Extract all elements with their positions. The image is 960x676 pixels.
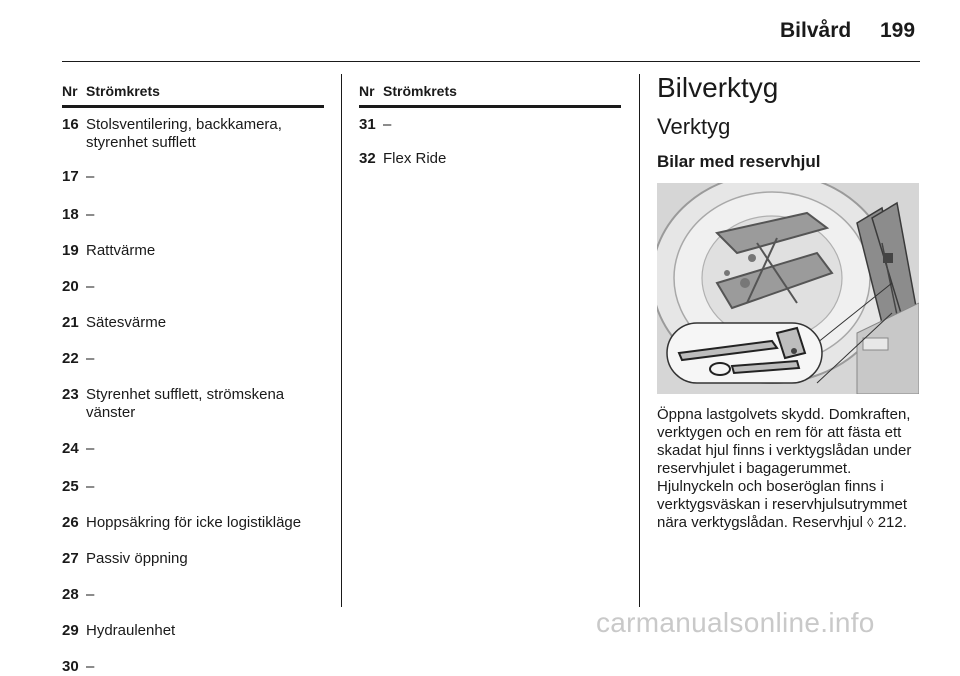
row-number: 24 — [62, 440, 79, 457]
row-circuit: Sätesvärme — [86, 314, 167, 331]
section-heading-2: Verktyg — [657, 114, 731, 139]
table-row — [62, 206, 324, 224]
watermark: carmanualsonline.info — [596, 607, 875, 638]
row-number: 19 — [62, 242, 79, 259]
col-header-circuit: Strömkrets — [86, 83, 160, 99]
row-circuit: – — [86, 278, 95, 295]
row-number: 32 — [359, 150, 376, 167]
row-circuit: – — [86, 440, 95, 457]
table-row — [62, 168, 324, 186]
table-row — [62, 440, 324, 458]
table-row — [359, 116, 621, 134]
header-rule — [62, 61, 920, 62]
row-circuit: Passiv öppning — [86, 550, 188, 567]
row-circuit: – — [86, 350, 95, 367]
row-circuit: Styrenhet sufflett, strömskena vänster — [86, 386, 285, 421]
row-number: 20 — [62, 278, 79, 295]
table-row — [62, 586, 324, 604]
row-number: 23 — [62, 386, 79, 403]
row-circuit: Rattvärme — [86, 242, 156, 259]
col-header-circuit: Strömkrets — [383, 83, 457, 99]
table-row — [62, 314, 324, 332]
col-header-nr: Nr — [62, 83, 78, 99]
row-circuit: – — [86, 168, 95, 185]
row-number: 26 — [62, 514, 79, 531]
section-heading-3: Bilar med reservhjul — [657, 152, 821, 171]
row-number: 25 — [62, 478, 79, 495]
body-paragraph-text: Öppna lastgolvets skydd. Domkraften, verktygen och en rem för att fästa ett skadat hjul finns i verktygslådan under reservhjulet i bagagerummet. Hjulnyckeln och boseröglan finns i verktygsväskan i reservhjulsutrymmet nära verktygslådan. Reservhjul — [657, 406, 912, 531]
row-circuit: Flex Ride — [383, 150, 447, 167]
table-row — [62, 658, 324, 676]
table-row — [62, 386, 324, 422]
column-divider-1 — [341, 74, 342, 607]
row-circuit: – — [86, 478, 95, 495]
spare-wheel-tools-figure — [657, 183, 919, 394]
row-circuit: – — [86, 206, 95, 223]
table-header — [359, 83, 621, 108]
table-row — [62, 550, 324, 568]
row-number: 22 — [62, 350, 79, 367]
reference-arrow-icon: ◊ — [867, 515, 874, 530]
table-row — [62, 278, 324, 296]
row-number: 29 — [62, 622, 79, 639]
row-number: 18 — [62, 206, 79, 223]
spare-wheel-tools-illustration — [657, 183, 919, 394]
col-header-nr: Nr — [359, 83, 375, 99]
table-row — [62, 116, 324, 152]
table-row — [359, 150, 621, 168]
reference-page: 212. — [877, 514, 907, 531]
row-number: 17 — [62, 168, 79, 185]
row-number: 16 — [62, 116, 79, 133]
table-header — [62, 83, 324, 108]
table-row — [62, 478, 324, 496]
row-circuit: Hoppsäkring för icke logistikläge — [86, 514, 302, 531]
row-circuit: Stolsventilering, backkamera, styrenhet sufflett — [86, 116, 282, 151]
table-row — [62, 622, 324, 640]
row-number: 30 — [62, 658, 79, 675]
row-number: 21 — [62, 314, 79, 331]
row-circuit: – — [86, 658, 95, 675]
fuse-table-mid — [359, 83, 621, 168]
row-number: 27 — [62, 550, 79, 567]
row-circuit: – — [86, 586, 95, 603]
page-header-title: Bilvård — [780, 19, 852, 42]
fuse-table-left — [62, 83, 324, 676]
page-number: 199 — [880, 19, 916, 42]
body-paragraph — [657, 406, 923, 532]
row-circuit: – — [383, 116, 392, 133]
table-row — [62, 242, 324, 260]
row-number: 31 — [359, 116, 376, 133]
row-number: 28 — [62, 586, 79, 603]
table-row — [62, 350, 324, 368]
section-heading-1: Bilverktyg — [657, 72, 779, 103]
table-row — [62, 514, 324, 532]
row-circuit: Hydraulenhet — [86, 622, 176, 639]
column-divider-2 — [639, 74, 640, 607]
